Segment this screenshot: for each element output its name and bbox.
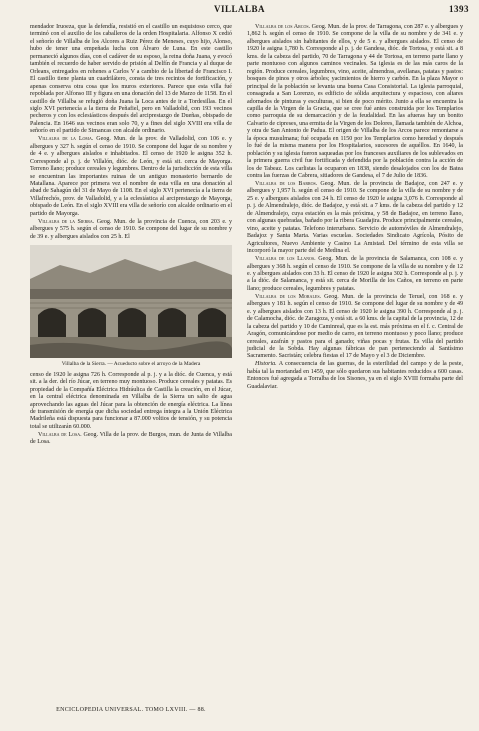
- entry-villalba-de-la-sierra: [30, 219, 232, 241]
- entry-text: Geog. Mun. de la provincia de Teruel, con 168 e. y albergues y 181 h. según el censo de 1910. Se compone del lugar de su nombre y de 49 e. y albergues aislados con 13 h. El censo de 1920 le asigna 390 h. Corresponde al p. j. de Calamocha, dióc. de Zaragoza, y está sit. a 60 kms. de la capital de la provincia, 12 de la cabeza del partido y 10 de Caminreal, que es la est. más próxima en el f. c. Central de Aragón, comunicándose por medio de carro, en terreno montuoso y poco llano; produce cereales, azafrán y pastos para el ganado; viñas pocas y frutas. Es villa del partido judicial de la Sobda. Hay algunas fábricas de pan perteneciendo al Santísimo Sacramento. Sacristán; celebra fiestas el 17 de Mayo y el 3 de Diciembre.: [247, 293, 463, 360]
- running-title: VILLALBA: [213, 4, 265, 14]
- entry-text: Geog. Mun. de la provincia de Badajoz, con 247 e. y albergues y 1,957 h. según el censo de 1910. Se compone de la villa de su nombre y de 25 e. y albergues aislados con 24 h. El censo de 1920 le asigna 3,076 h. Corresponde al p. j. de Almendralejo, dióc. de Badajoz, y está sit. a 7 kms. de la cabeza del partido y 12 de Almendralejo, cuya estación es la más próxima, y 58 de Badajoz, en terreno llano, con algunas quebradas, bañado por la ribera Guadajira. Produce principalmente cereales, vino, aceite y patatas. Telefono interurbano. Servicio de automóviles de Almendralejo, Badajoz y Santa Marta. Varias escuelas. Sociedades Sindicato Agrícola, Pósito de Agricultores, Nuevo Ambiente y Casino La Amistad. Del término de esta villa se incorporó la mayor parte del de Medina el.: [247, 181, 464, 255]
- entry-heading: Villalba de los Llanos.: [255, 256, 316, 263]
- entry-heading: Villalba de los Arcos.: [255, 24, 311, 30]
- entry-villalba-de-los-barros: [247, 181, 463, 256]
- entry-heading: Villalba de la Sierra.: [38, 218, 95, 225]
- entry-villalba-de-los-llanos: [247, 256, 463, 293]
- entry-heading: Villalba de los Barros.: [255, 181, 318, 188]
- aqueduct-illustration: [30, 245, 232, 358]
- page-number: 1393: [449, 4, 469, 14]
- entry-heading: Villalba de Losa.: [38, 431, 82, 438]
- entry-villalba-de-los-morales: [247, 294, 463, 361]
- entry-heading: Villalba de la Loma.: [38, 136, 94, 143]
- entry-text: Geog. Mun. de la provincia de Cuenca, con 203 e. y albergues y 575 h. según el censo de 1910. Se compone del lugar de su nombre y de 39 e. y albergues aislados con 25 h. El: [30, 218, 232, 240]
- entry-text: Geog. Mun. de la provincia de Salamanca, con 108 e. y albergues y 368 h. según el censo de 1910. Se compone de la villa de su nombre y de 12 e. y albergues aislados con 33 h. El censo de 1920 le asigna 302 h. Corresponde al p. j. y a la dióc. de Salamanca, y está sit. cerca de Morilla de los Caños, en terreno en parte llano; produce cereales, legumbres y patatas.: [247, 256, 464, 292]
- entry-text: A consecuencia de las guerras, de la esterilidad del campo y de la peste, había tal la mortandad en 1459, que sólo quedaron sus habitantes reducidos a 600 casas. Entonces fué agregada a Torralba de los Sisones, ya en el siglo XVIII formaba parte del Guadalaviar.: [247, 361, 463, 390]
- entry-heading: Villalba de los Morales.: [255, 293, 322, 300]
- entry-text: Geog. Villa de la prov. de Burgos, mun. de Junta de Villalba de Losa.: [30, 431, 232, 446]
- aqueduct-photo: [30, 245, 232, 358]
- entry-heading: Historia.: [255, 361, 277, 368]
- figure-caption: Villalba de la Sierra. — Acueducto sobre el arroyo de la Madera: [61, 361, 201, 368]
- entry-text: Geog. Mun. de la prov. de Valladolid, con 106 e. y albergues y 327 h. según el censo de 1910. Se compone del lugar de su nombre y de 4 e. y albergues aislados e inhabitados. El censo de 1920 le asigna 352 h. Corresponde al p. j. de Villalón, dióc. de León, y está sit. cerca de Mayorga. Terreno llano; produce cereales y legumbres. Dentro de la jurisdicción de esta villa se encuentran las importantes ruinas de un antiguo monasterio bernardo de Matallana. Aparece por primera vez el nombre de esta villa en una donación al abad de Sahagún del 31 de Mayo de 1108. En el siglo XVI pertenecía a la tierra de Villafrechós, prov. de Valladolid, y a la eclesiástica al arciprestazgo de Mayorga, obispado de León. En el siglo XVIII era villa de señorío con alcalde ordinario en el partido de Mayorga.: [30, 136, 233, 217]
- entry-villalba-de-losa: [30, 432, 232, 447]
- page-footer: ENCICLOPEDIA UNIVERSAL. TOMO LXVIII. — 88.: [56, 707, 206, 713]
- entry-historia: [247, 361, 463, 391]
- right-column: [247, 24, 463, 392]
- page-header: [0, 4, 479, 18]
- entry-text: Geog. Mun. de la prov. de Tarragona, con 287 e. y albergues y 1,862 h. según el censo de 1910. Se compone de la villa de su nombre y de 341 e. y albergues aislados sin habitantes de ellos, y de 5 e. y albergues aislados. El censo de 1920 le asigna 1,780 h. Corresponde al p. j. de Gandesa, dióc. de Tortosa, y está sit. a 8 kms. de la cabeza del partido, 70 de Tarragona y 44 de Tortosa, en terreno parte llano y parte montuoso con algunos caminos vecinales. Sa iglesia es de las más caros de la región. Produce cereales, legumbres, vino, aceite, almendras, avellanas, patatas y pastos: bosques de pinos y otros árboles; yacimientos de hierro y carbón. En la plaza Mayor o principal de la población se levanta una buena Casa Consistorial. La iglesia parroquial, consagrada a San Lorenzo, es edificio de sólida arquitectura y espacioso, con altares adornados de pinturas y esculturas, si bien de poco mérito. Junto a ella se encuentra la capilla de la Virgen de la Gracia, que se cree fué antes construida por los Templarios como parroquia de su demarcación y de la feudalidad. En las afueras hay un bonito Calvario de cipreses, una ermita de la Virgen de los Dolores, llamada también de Alchoa, y otra de San Antonio de Padua. El origen de Villalba de los Arcos parece remontarse a la época musulmana; fué ocupada en 1150 por los Templarios como heredad y después lo fué de la misma manera por los Hospitalarios, sucesores de aquéllos. En 1640, la población y su iglesia fueron saqueadas por los franceses auxiliares de los sublevados en la primera guerra civil fue fortificada y defendida por la población contra la acción de los de Tabeaz. Los carlistas la ocuparon en 1838, siendo desalojados con los de Batea contra las fuerzas de Cabrera, sitiadores de Gandesa, el 7 de Julio de 1836.: [247, 24, 463, 180]
- paragraph-sierra-continued: censo de 1920 le asigna 726 h. Corresponde al p. j. y a la dióc. de Cuenca, y está sit. a la der. del río Júcar, en terreno muy montuoso. Produce cereales y patatas. Es propiedad de la Compañía Eléctrica Hidráulica de Castilla la creación, en el Júcar, en la central eléctrica denominada en Villalba de la Sierra un salto de agua aprovechando las aguas del Júcar para la obtención de energía eléctrica. La línea de transmisión de energía que dicha sociedad entrega íntegra a la Unión Eléctrica Madrileña está dispuesta para funcionar a 87.000 voltios de tensión, y su potencia total se utilizarán 60.000.: [30, 371, 232, 430]
- paragraph-castillo: mendador Iruoeza, que la defendía, resistió en el castillo un esquistoso cerco, que terminó con el auxilio de los caballeros de la orden Hospitalaria. Alfonso X cedió el señorío de Villalba de los Alcores a Ruiz Pérez de Meneses, cuyo hijo, Alonso, hubo de tener una empeñada lucha con Álvaro de Luna. En este castillo permaneció algunos días, con el cadáver de su esposo, la reina doña Juana, y evocó también el recuerdo de haber servido de prisión al Delfín de Francia y al duque de Orleans, entregados en rehenes a Carlos V a cambio de la libertad de Francisco I. El castillo tiene planta un cuadrilátero, consta de tres recintos de fortificación, y apenas conserva otra cosa que los muros exteriores. Parece que esta villa fué repoblada por Alfonso III y figura en una donación del 13 de Marzo de 1158. En el castillo de Villalba se refugió doña Juana la Loca antes de ir a Tordesillas. En el siglo XVI pertenecía a la tierra de Peñafiel, pero en Valladolid, con 193 vecinos pecheros y con los eclesiásticos después del arciprestazgo de Dueñas, obispado de Palencia. En 1646 sus vecinos eran solo 70, y a fines del siglo XVIII era villa de señorío en el partido de Simancas con alcalde ordinario.: [30, 24, 232, 135]
- entry-villalba-de-los-arcos: [247, 24, 463, 181]
- entry-villalba-de-la-loma: [30, 136, 232, 218]
- left-column: [30, 24, 232, 447]
